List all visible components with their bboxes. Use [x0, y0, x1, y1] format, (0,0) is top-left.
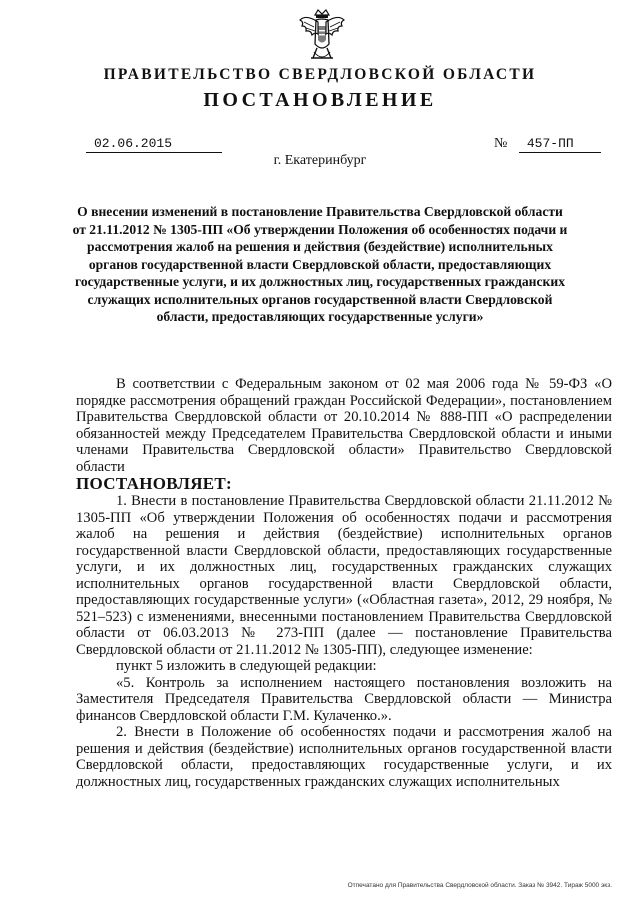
- print-imprint-footer: Отпечатано для Правительства Свердловской области. Заказ № 3942. Тираж 5000 экз.: [347, 882, 612, 889]
- preamble-paragraph: В соответствии с Федеральным законом от 02 мая 2006 года № 59-ФЗ «О порядке рассмотрения обращений граждан Российской Федерации», постановлением Правительства Свердловской области от 20.10.2014 № 888-ПП «О распределении обязанностей между Председателем Правительства Свердловской области и иными членами Правительства Свердловской области» Правительство Свердловской области: [76, 376, 612, 475]
- item-1-quote: «5. Контроль за исполнением настоящего постановления возложить на Заместителя Председателя Правительства Свердловской области — Министра финансов Свердловской области Г.М. Кулаченко.».: [76, 674, 612, 724]
- government-name: ПРАВИТЕЛЬСТВО СВЕРДЛОВСКОЙ ОБЛАСТИ: [103, 66, 537, 83]
- document-type-heading: ПОСТАНОВЛЕНИЕ: [203, 89, 437, 111]
- resolves-heading: ПОСТАНОВЛЯЕТ:: [76, 474, 233, 493]
- document-number: [494, 135, 601, 153]
- coat-of-arms-icon: [298, 8, 346, 64]
- document-number-value: 457-ПП: [519, 135, 601, 153]
- document-date: 02.06.2015: [86, 135, 222, 153]
- document-title: О внесении изменений в постановление Правительства Свердловской области от 21.11.2012 № 1305-ПП «Об утверждении Положения об особенностях подачи и рассмотрения жалоб на решения и действия (бездействие) исполнительных органов государственной власти Свердловской области, предоставляющих государственные услуги, и их должностных лиц, государственных гражданских служащих исполнительных органов государственной власти Свердловской области, предоставляющих государственные услуги»: [72, 204, 568, 324]
- number-sign: №: [494, 136, 508, 151]
- item-1-subparagraph: пункт 5 изложить в следующей редакции:: [116, 658, 377, 674]
- item-2-paragraph: 2. Внести в Положение об особенностях подачи и рассмотрения жалоб на решения и действия (бездействие) исполнительных органов государственной власти Свердловской области, предоставляющих государственные услуги, и их должностных лиц, государственных гражданских служащих исполнительных: [76, 724, 612, 790]
- document-body: [76, 376, 612, 790]
- document-city: г. Екатеринбург: [273, 153, 367, 168]
- item-1-paragraph: 1. Внести в постановление Правительства Свердловской области 21.11.2012 № 1305-ПП «Об утверждении Положения об особенностях подачи и рассмотрения жалоб на решения и действия (бездействие) исполнительных органов государственной власти Свердловской области, предоставляющих государственные услуги, и их должностных лиц, государственных гражданских служащих исполнительных органов государственной власти Свердловской области, предоставляющих государственные услуги» («Областная газета», 2012, 29 ноября, № 521–523) с изменениями, внесенными постановлением Правительства Свердловской области от 06.03.2013 № 273-ПП (далее — постановление Правительства Свердловской области от 21.11.2012 № 1305-ПП), следующее изменение:: [76, 493, 612, 658]
